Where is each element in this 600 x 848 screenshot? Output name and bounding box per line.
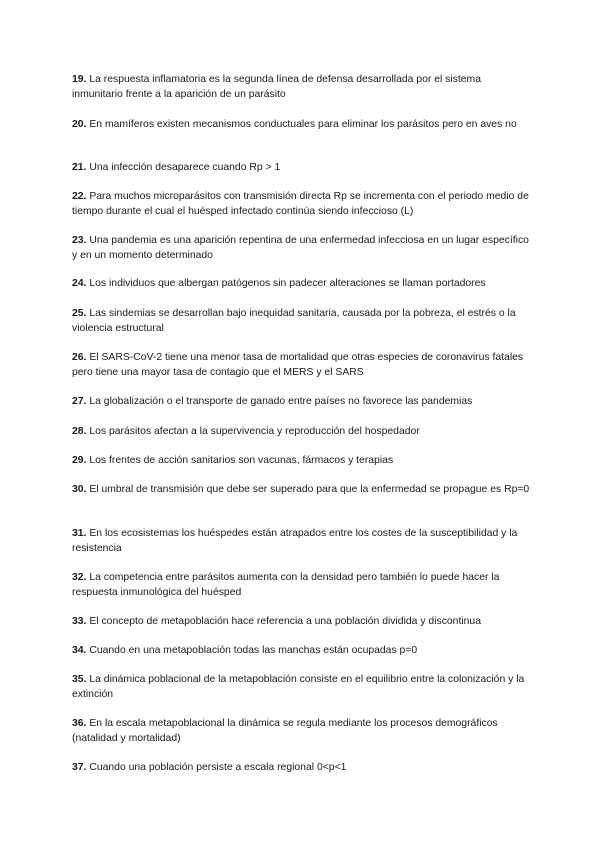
question-35 (72, 672, 532, 702)
question-text: Una pandemia es una aparición repentina de una enfermedad infecciosa en un lugar específico y en un momento determinado (72, 235, 529, 261)
question-text: El umbral de transmisión que debe ser superado para que la enfermedad se propague es Rp=0 (89, 484, 530, 495)
question-37 (72, 760, 532, 775)
question-text: Cuando una población persiste a escala regional 0<p<1 (89, 762, 347, 773)
question-text: La respuesta inflamatoria es la segunda línea de defensa desarrollada por el sistema inmunitario frente a la aparición de un parásito (72, 74, 481, 100)
question-text: El SARS-CoV-2 tiene una menor tasa de mortalidad que otras especies de coronavirus fatales pero tiene una mayor tasa de contagio que el MERS y el SARS (72, 352, 524, 378)
question-23 (72, 233, 532, 263)
question-number: 20. (72, 119, 87, 130)
question-text: Los parásitos afectan a la supervivencia y reproducción del hospedador (89, 426, 420, 437)
question-text: Una infección desaparece cuando Rp > 1 (89, 162, 281, 173)
question-29 (72, 453, 532, 468)
question-number: 37. (72, 762, 87, 773)
question-number: 24. (72, 278, 87, 289)
question-text: En mamíferos existen mecanismos conductuales para eliminar los parásitos pero en aves no (89, 119, 517, 130)
question-text: En los ecosistemas los huéspedes están atrapados entre los costes de la susceptibilidad y la resistencia (72, 528, 518, 554)
question-text: El concepto de metapoblación hace referencia a una población dividida y discontinua (89, 616, 481, 627)
question-21 (72, 160, 532, 175)
question-text: Cuando en una metapoblación todas las manchas están ocupadas p=0 (89, 645, 418, 656)
question-text: En la escala metapoblacional la dinámica se regula mediante los procesos demográficos (natalidad y mortalidad) (72, 718, 498, 744)
question-text: La globalización o el transporte de ganado entre países no favorece las pandemias (89, 396, 473, 407)
question-text: Para muchos microparásitos con transmisión directa Rp se incrementa con el periodo medio de tiempo durante el cual el huésped infectado continúa siendo infeccioso (L) (72, 191, 529, 217)
question-19 (72, 72, 532, 102)
question-31 (72, 526, 532, 556)
question-number: 36. (72, 718, 87, 729)
question-number: 28. (72, 426, 87, 437)
question-36 (72, 716, 532, 746)
question-number: 21. (72, 162, 87, 173)
question-22 (72, 189, 532, 219)
question-number: 31. (72, 528, 87, 539)
question-number: 35. (72, 674, 87, 685)
question-number: 26. (72, 352, 87, 363)
question-number: 32. (72, 572, 87, 583)
question-24 (72, 276, 532, 291)
question-33 (72, 614, 532, 629)
question-text: Los frentes de acción sanitarios son vacunas, fármacos y terapias (89, 455, 394, 466)
question-text: Los individuos que albergan patógenos sin padecer alteraciones se llaman portadores (89, 278, 486, 289)
question-number: 19. (72, 74, 87, 85)
question-number: 30. (72, 484, 87, 495)
question-number: 27. (72, 396, 87, 407)
question-text: La competencia entre parásitos aumenta con la densidad pero también lo puede hacer la respuesta inmunológica del huésped (72, 572, 500, 598)
question-32 (72, 570, 532, 600)
question-26 (72, 350, 532, 380)
question-number: 23. (72, 235, 87, 246)
question-27 (72, 394, 532, 409)
question-number: 29. (72, 455, 87, 466)
question-34 (72, 643, 532, 658)
question-number: 25. (72, 308, 87, 319)
question-text: Las sindemias se desarrollan bajo inequidad sanitaria, causada por la pobreza, el estrés o la violencia estructural (72, 308, 516, 334)
question-number: 22. (72, 191, 87, 202)
question-number: 33. (72, 616, 87, 627)
question-25 (72, 306, 532, 336)
question-30 (72, 482, 532, 497)
question-20 (72, 117, 532, 132)
question-text: La dinámica poblacional de la metapoblación consiste en el equilibrio entre la colonización y la extinción (72, 674, 525, 700)
question-number: 34. (72, 645, 87, 656)
question-28 (72, 424, 532, 439)
